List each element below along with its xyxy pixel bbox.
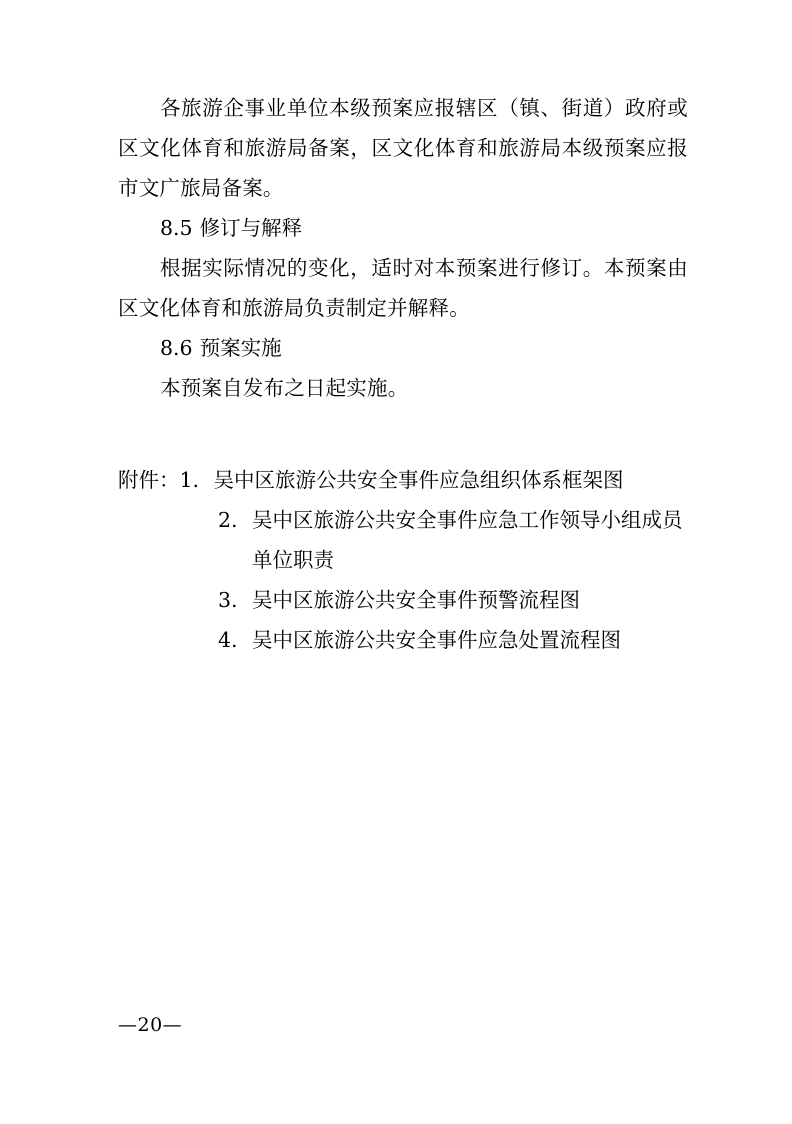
attachments-list-wrapper <box>218 500 688 660</box>
attachments-label: 附件： <box>118 468 180 492</box>
list-item <box>218 580 688 620</box>
attachment-number-3: 3. <box>218 588 238 612</box>
section-heading-8-6 <box>118 328 688 368</box>
document-body <box>118 88 688 660</box>
section-number-8-6: 8.6 <box>160 336 193 360</box>
attachment-number-4: 4. <box>218 628 238 652</box>
attachment-text-2: 吴中区旅游公共安全事件应急工作领导小组成员 <box>252 508 683 532</box>
list-item-continuation <box>218 540 688 580</box>
list-item <box>218 500 688 540</box>
attachment-text-3: 吴中区旅游公共安全事件预警流程图 <box>252 588 580 612</box>
paragraph-filing-requirement: 各旅游企事业单位本级预案应报辖区（镇、街道）政府或区文化体育和旅游局备案，区文化体育和旅游局本级预案应报市文广旅局备案。 <box>118 96 688 200</box>
vertical-spacer <box>118 408 688 448</box>
attachments-first-row <box>118 460 688 500</box>
section-heading-8-5 <box>118 208 688 248</box>
attachments-list <box>218 500 688 660</box>
section-title-8-5: 修订与解释 <box>199 216 303 240</box>
list-item <box>218 620 688 660</box>
attachment-text-2-continuation: 单位职责 <box>252 548 334 572</box>
attachments-block <box>118 460 688 660</box>
attachment-text-1: 吴中区旅游公共安全事件应急组织体系框架图 <box>213 468 624 492</box>
section-body-8-6: 本预案自发布之日起实施。 <box>160 376 409 400</box>
section-number-8-5: 8.5 <box>160 216 193 240</box>
attachment-text-4: 吴中区旅游公共安全事件应急处置流程图 <box>252 628 621 652</box>
section-body-8-5: 根据实际情况的变化，适时对本预案进行修订。本预案由区文化体育和旅游局负责制定并解释。 <box>118 256 688 320</box>
section-title-8-6: 预案实施 <box>199 336 282 360</box>
page-number: —20— <box>118 1014 183 1036</box>
attachment-number-2: 2. <box>218 508 238 532</box>
attachment-number-1: 1. <box>179 468 200 492</box>
